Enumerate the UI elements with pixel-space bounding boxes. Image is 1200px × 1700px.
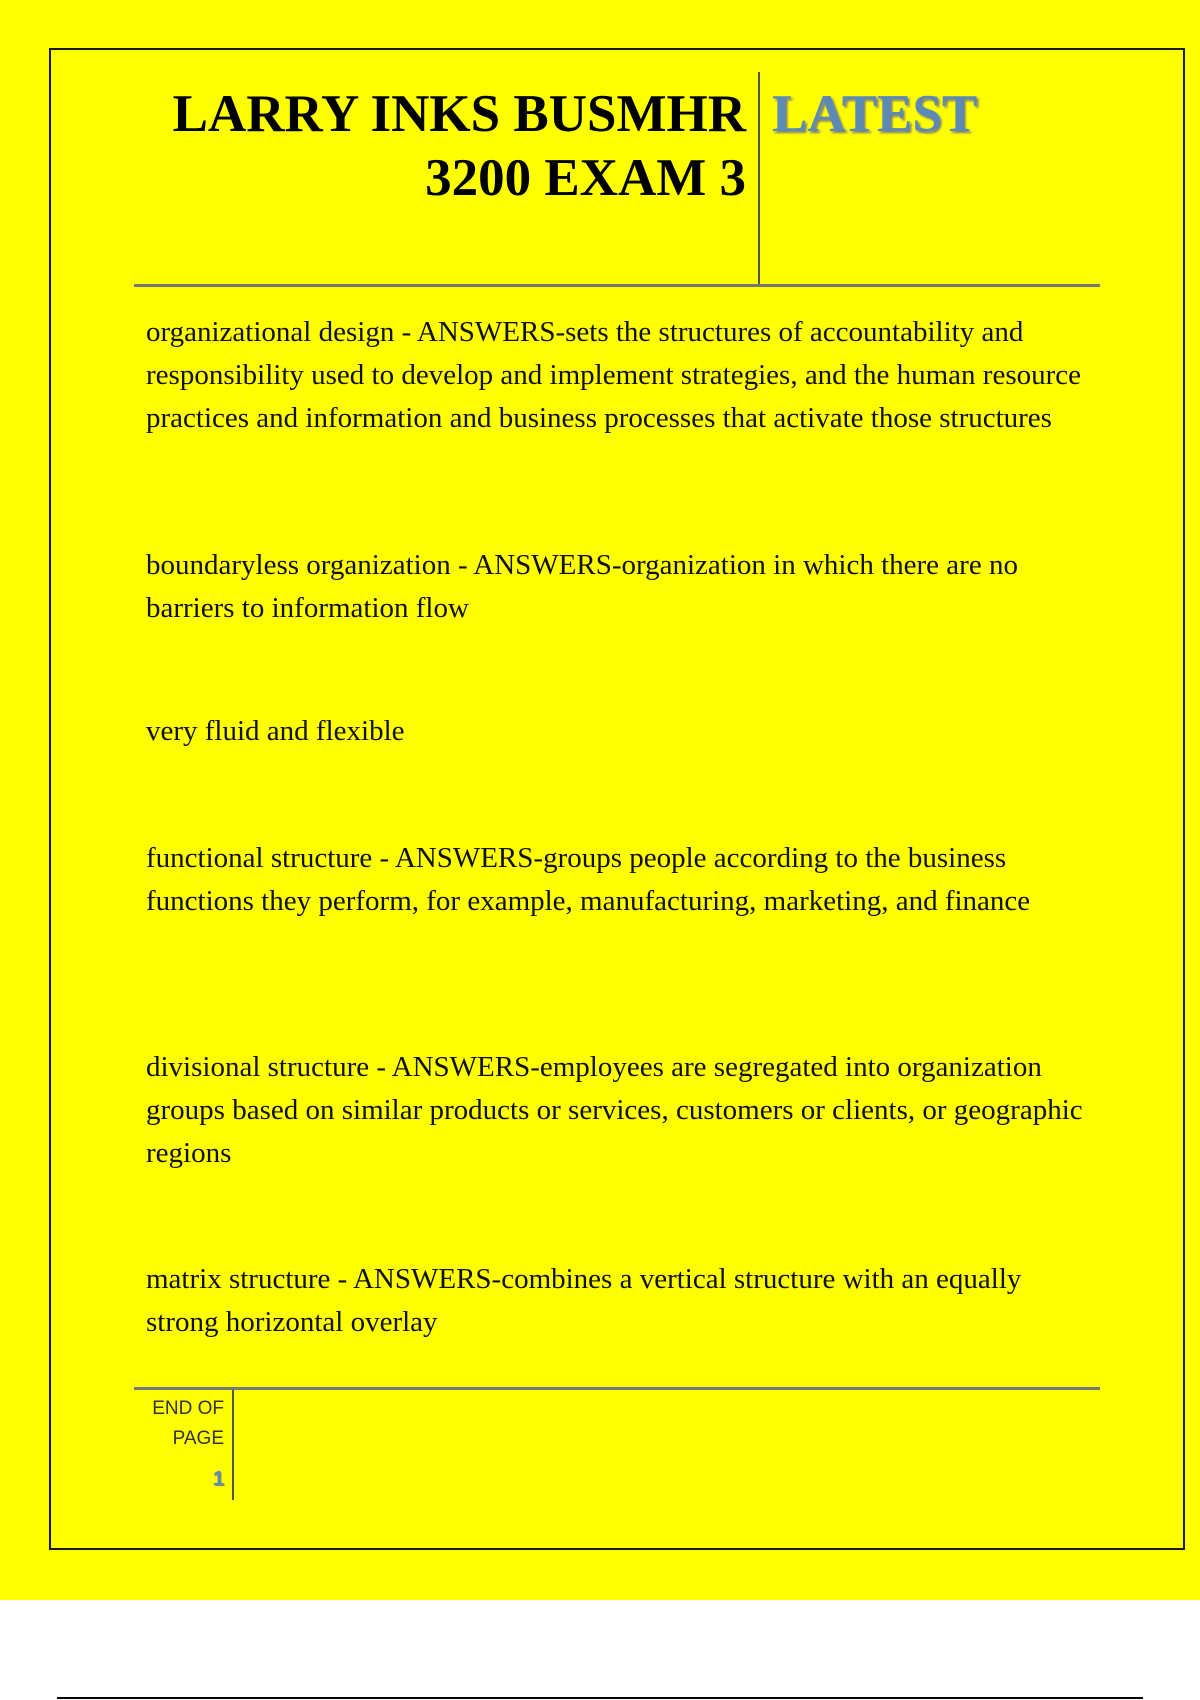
title-accent-latest: LATEST — [772, 85, 978, 143]
entry-organizational-design: organizational design - ANSWERS-sets the structures of accountability and responsibility used to develop and implement strategies, and the human resource practices and information and business processes that activate those structures — [146, 316, 1082, 434]
footer-page-number: 1 — [212, 1468, 224, 1490]
footer-end-of-page: END OF PAGE — [152, 1398, 224, 1449]
entry-functional-structure: functional structure - ANSWERS-groups people according to the business functions they perform, for example, manufacturing, marketing, and finance — [146, 842, 1031, 917]
entry-fluid-flexible: very fluid and flexible — [146, 715, 405, 747]
footer-divider — [232, 1390, 234, 1500]
document-title: LARRY INKS BUSMHR 3200 EXAM 3 — [172, 85, 746, 207]
header-rule — [134, 284, 1100, 287]
footer-rule — [134, 1387, 1100, 1390]
document-header — [134, 72, 1100, 285]
bottom-rule — [57, 1697, 1143, 1699]
entry-matrix-structure: matrix structure - ANSWERS-combines a vertical structure with an equally strong horizontal overlay — [146, 1263, 1022, 1338]
document-body — [146, 311, 1096, 1344]
header-divider — [758, 72, 760, 285]
entry-divisional-structure: divisional structure - ANSWERS-employees are segregated into organization groups based on similar products or services, customers or clients, or geographic regions — [146, 1051, 1083, 1169]
entry-boundaryless-organization: boundaryless organization - ANSWERS-organization in which there are no barriers to information flow — [146, 549, 1018, 624]
